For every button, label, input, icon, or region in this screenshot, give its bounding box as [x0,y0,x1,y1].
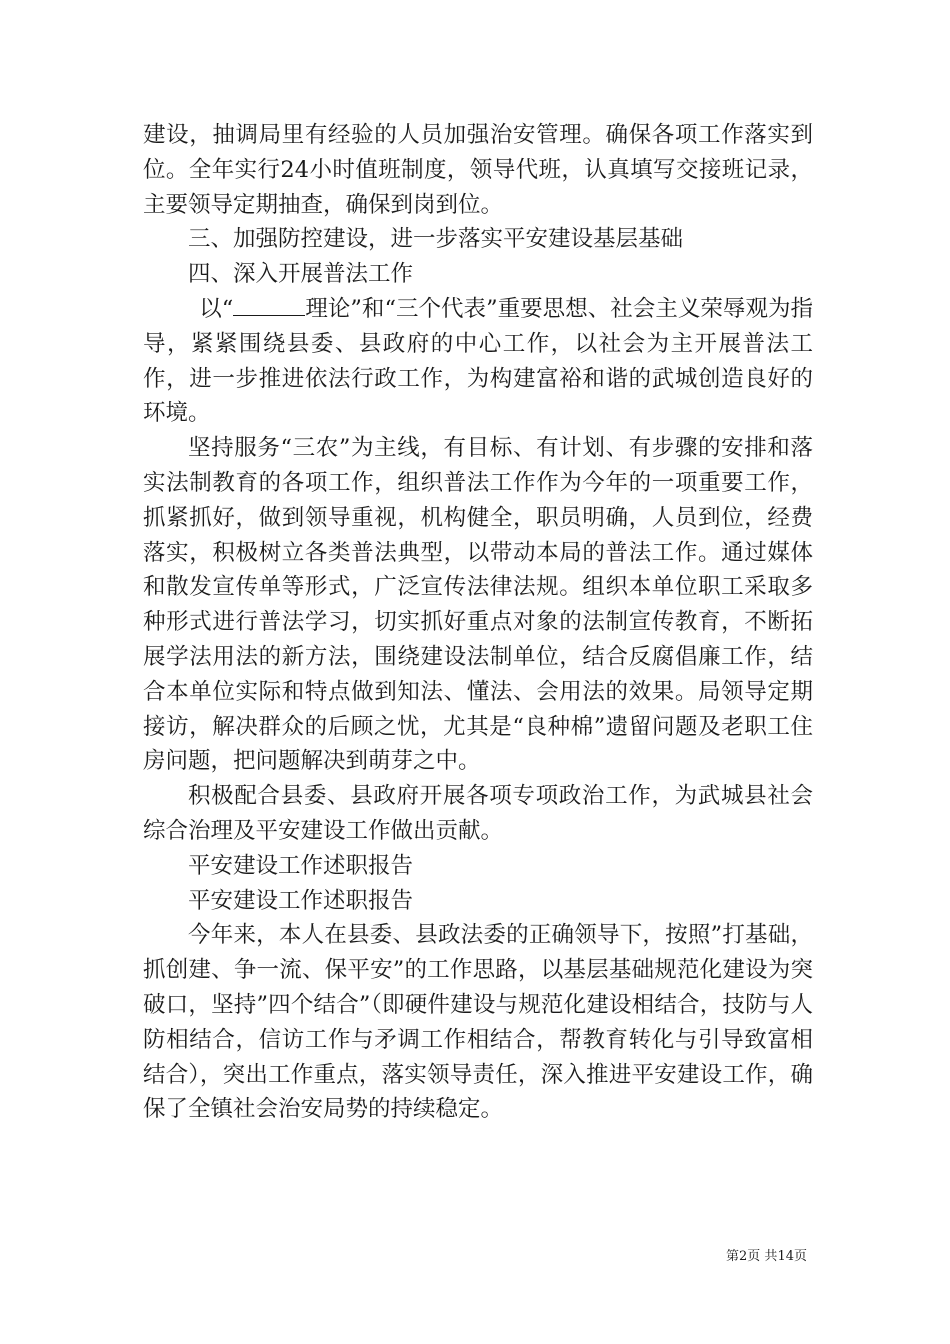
theory-prefix: 以“ [199,295,234,322]
report-title-2: 平安建设工作述职报告 [188,887,414,914]
page-footer [726,1245,807,1264]
footer-middle: 页 共 [747,1249,778,1264]
section-heading-4: 四、深入开展普法工作 [188,261,414,288]
blank-underline [233,295,305,316]
paragraph-sannong: 坚持服务“三农”为主线，有目标、有计划、有步骤的安排和落实法制教育的各项工作，组织普法工作作为今年的一项重要工作，抓紧抓好，做到领导重视，机构健全，职员明确，人员到位，经费落实，积极树立各类普法典型，以带动本局的普法工作。通过媒体和散发宣传单等形式，广泛宣传法律法规。组织本单位职工采取多种形式进行普法学习，切实抓好重点对象的法制宣传教育，不断拓展学法用法的新方法，围绕建设法制单位，结合反腐倡廉工作，结合本单位实际和特点做到知法、懂法、会用法的效果。局领导定期接访，解决群众的后顾之忧，尤其是“良种棉”遗留问题及老职工住房问题，把问题解决到萌芽之中。 [143,435,813,775]
theory-suffix: 理论”和“三个代表”重要思想、社会主义荣辱观为指导，紧紧围绕县委、县政府的中心工作，以社会为主开展普法工作，进一步推进依法行政工作，为构建富裕和谐的武城创造良好的环境。 [143,295,813,427]
body-text [143,118,813,1127]
report-title-1: 平安建设工作述职报告 [188,852,414,879]
footer-prefix: 第 [726,1249,740,1264]
paragraph-continuation: 建设，抽调局里有经验的人员加强治安管理。确保各项工作落实到位。全年实行24小时值班制度，领导代班，认真填写交接班记录，主要领导定期抽查，确保到岗到位。 [143,122,813,218]
footer-suffix: 页 [793,1249,807,1264]
paragraph-report-intro: 今年来，本人在县委、县政法委的正确领导下，按照”打基础，抓创建、争一流、保平安”的工作思路，以基层基础规范化建设为突破口，坚持”四个结合”（即硬件建设与规范化建设相结合，技防与人防相结合，信访工作与矛调工作相结合，帮教育转化与引导致富相结合），突出工作重点，落实领导责任，深入推进平安建设工作，确保了全镇社会治安局势的持续稳定。 [143,922,813,1123]
footer-total-pages: 14 [777,1249,794,1264]
paragraph-cooperate: 积极配合县委、县政府开展各项专项政治工作，为武城县社会综合治理及平安建设工作做出贡献。 [143,783,813,844]
section-heading-3: 三、加强防控建设，进一步落实平安建设基层基础 [188,226,684,253]
paragraph-theory [143,292,813,431]
footer-current-page: 2 [739,1249,748,1264]
